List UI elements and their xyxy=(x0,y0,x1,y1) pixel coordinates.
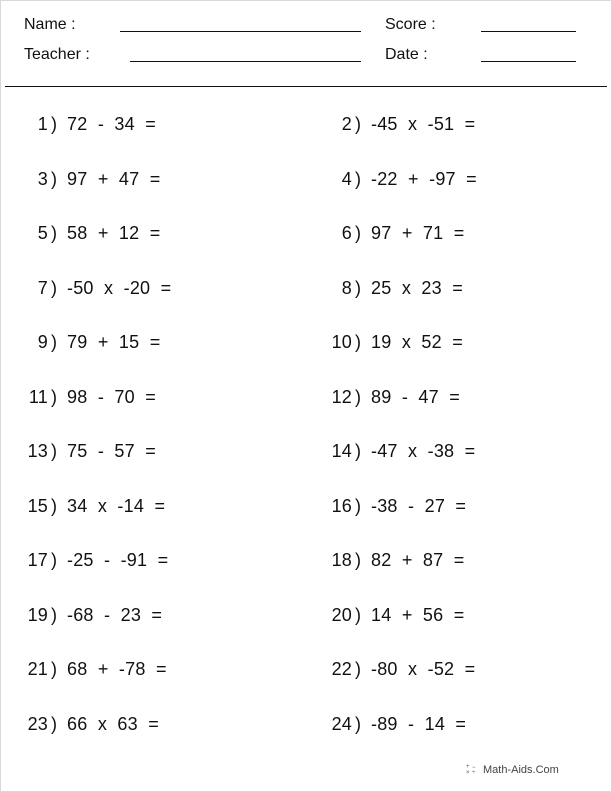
problem-number: 8 xyxy=(341,277,352,298)
problem-number: 20 xyxy=(331,604,352,625)
problem-number: 16 xyxy=(331,495,352,516)
problem-number: 7 xyxy=(37,277,48,298)
problem-item xyxy=(12,332,160,353)
problem-expression: -38 - 27 = xyxy=(371,495,467,516)
problem-expression: 66 x 63 = xyxy=(67,713,159,734)
problem-expression: 25 x 23 = xyxy=(371,277,463,298)
problem-item xyxy=(12,496,165,517)
problem-item xyxy=(316,387,460,408)
problem-item xyxy=(316,332,463,353)
problem-item xyxy=(12,550,168,571)
problem-paren: ) xyxy=(355,332,362,352)
problem-paren: ) xyxy=(51,332,58,352)
problem-paren: ) xyxy=(51,659,58,679)
problem-number: 10 xyxy=(331,332,352,352)
problem-item xyxy=(12,169,160,190)
problem-expression: 97 + 47 = xyxy=(67,168,161,189)
teacher-field[interactable] xyxy=(130,61,361,62)
problem-paren: ) xyxy=(51,550,58,570)
brand-text: Math-Aids.Com xyxy=(483,764,559,776)
problem-number: 13 xyxy=(27,441,48,461)
problem-number: 22 xyxy=(331,659,352,679)
problem-paren: ) xyxy=(51,168,58,189)
problem-paren: ) xyxy=(355,168,362,189)
problem-paren: ) xyxy=(355,386,362,407)
problem-number: 11 xyxy=(28,386,48,407)
problem-paren: ) xyxy=(51,495,58,516)
problem-item xyxy=(12,278,171,299)
problem-number: 19 xyxy=(27,604,48,625)
problem-expression: 89 - 47 = xyxy=(371,386,460,407)
problem-expression: 79 + 15 = xyxy=(67,332,161,352)
problem-paren: ) xyxy=(355,550,362,570)
problem-expression: -45 x -51 = xyxy=(371,114,476,134)
score-label: Score : xyxy=(385,16,436,33)
problem-expression: -80 x -52 = xyxy=(371,659,476,679)
problem-number: 17 xyxy=(27,550,48,570)
header-divider xyxy=(5,86,607,87)
problem-item xyxy=(12,659,167,680)
problem-number: 12 xyxy=(331,386,352,407)
problem-paren: ) xyxy=(51,223,58,243)
problem-paren: ) xyxy=(51,713,58,734)
problem-expression: 82 + 87 = xyxy=(371,550,465,570)
problem-expression: -22 + -97 = xyxy=(371,168,477,189)
problem-paren: ) xyxy=(51,277,58,298)
problem-item xyxy=(12,605,162,626)
problem-item xyxy=(12,387,156,408)
problem-number: 2 xyxy=(341,114,352,134)
problem-item xyxy=(316,550,464,571)
problem-number: 3 xyxy=(37,168,48,189)
problem-number: 23 xyxy=(27,713,48,734)
problem-number: 9 xyxy=(37,332,48,352)
name-field[interactable] xyxy=(120,31,361,32)
problem-number: 18 xyxy=(331,550,352,570)
problem-number: 15 xyxy=(27,495,48,516)
problem-expression: 72 - 34 = xyxy=(67,114,156,134)
problem-number: 24 xyxy=(331,713,352,734)
problem-expression: -47 x -38 = xyxy=(371,441,476,461)
problem-expression: 97 + 71 = xyxy=(371,223,465,243)
score-field[interactable] xyxy=(481,31,576,32)
problem-number: 4 xyxy=(341,168,352,189)
problem-paren: ) xyxy=(355,441,362,461)
date-field[interactable] xyxy=(481,61,576,62)
footer-brand xyxy=(466,764,559,776)
problem-number: 5 xyxy=(37,223,48,243)
problem-item xyxy=(12,114,156,135)
problem-item xyxy=(316,278,463,299)
problem-paren: ) xyxy=(51,604,58,625)
problem-item xyxy=(316,114,475,135)
problem-item xyxy=(316,223,464,244)
problem-item xyxy=(12,223,160,244)
problem-item xyxy=(316,714,466,735)
date-label: Date : xyxy=(385,46,428,63)
problem-expression: 14 + 56 = xyxy=(371,604,465,625)
problem-item xyxy=(12,441,156,462)
problem-number: 14 xyxy=(331,441,352,461)
problem-expression: 58 + 12 = xyxy=(67,223,161,243)
problem-expression: 34 x -14 = xyxy=(67,495,166,516)
problem-paren: ) xyxy=(355,713,362,734)
problem-expression: 98 - 70 = xyxy=(67,386,156,407)
name-label: Name : xyxy=(24,16,76,33)
problem-paren: ) xyxy=(355,604,362,625)
problem-paren: ) xyxy=(51,386,58,407)
problem-expression: -25 - -91 = xyxy=(67,550,169,570)
problem-paren: ) xyxy=(355,223,362,243)
problem-paren: ) xyxy=(51,114,58,134)
problem-paren: ) xyxy=(355,495,362,516)
problem-paren: ) xyxy=(355,277,362,298)
problem-number: 1 xyxy=(37,114,48,134)
problem-paren: ) xyxy=(51,441,58,461)
problem-number: 21 xyxy=(27,659,48,679)
problem-item xyxy=(316,169,477,190)
problem-item xyxy=(316,496,466,517)
problem-number: 6 xyxy=(341,223,352,243)
problem-item xyxy=(12,714,159,735)
problem-item xyxy=(316,659,475,680)
problem-paren: ) xyxy=(355,659,362,679)
problem-expression: -68 - 23 = xyxy=(67,604,163,625)
problem-expression: 75 - 57 = xyxy=(67,441,156,461)
problem-expression: 19 x 52 = xyxy=(371,332,463,352)
problem-expression: 68 + -78 = xyxy=(67,659,167,679)
problem-paren: ) xyxy=(355,114,362,134)
teacher-label: Teacher : xyxy=(24,46,90,63)
problem-item xyxy=(316,441,475,462)
problem-expression: -89 - 14 = xyxy=(371,713,467,734)
problem-item xyxy=(316,605,464,626)
problem-expression: -50 x -20 = xyxy=(67,277,172,298)
math-aids-logo-icon: + − × ÷ xyxy=(466,764,476,776)
